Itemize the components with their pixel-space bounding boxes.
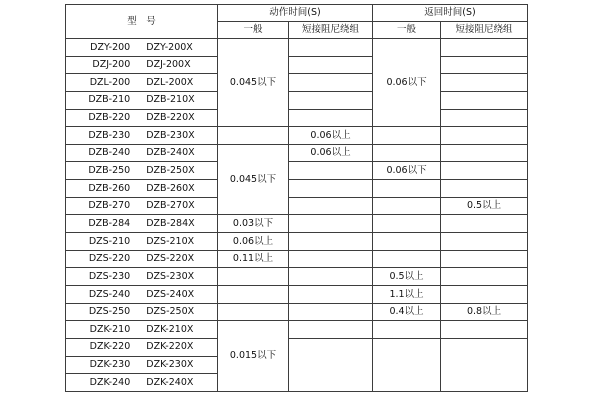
model-number: DZL-200 — [89, 76, 131, 88]
model-number: DZJ-200 — [92, 59, 131, 71]
ret-short-cell — [441, 162, 528, 180]
model-cell — [66, 338, 218, 356]
ret-gen-cell — [373, 127, 441, 145]
model-number-x: DZK-230X — [146, 359, 194, 371]
table-row — [66, 250, 528, 268]
model-number-x: DZK-240X — [146, 376, 194, 388]
act-short-cell — [289, 303, 373, 321]
act-short-cell — [289, 250, 373, 268]
model-number: DZB-270 — [88, 200, 131, 212]
act-short-cell — [289, 39, 373, 57]
model-number: DZB-250 — [88, 165, 131, 177]
ret-gen-cell: 0.06以下 — [373, 162, 441, 180]
act-short-cell — [289, 215, 373, 233]
table-row — [66, 268, 528, 286]
model-number: DZS-230 — [88, 270, 131, 282]
table-row — [66, 338, 528, 356]
ret-gen-cell — [373, 250, 441, 268]
act-short-cell — [289, 321, 373, 339]
ret-short-cell — [441, 144, 528, 162]
model-cell — [66, 250, 218, 268]
model-number-x: DZS-250X — [146, 306, 195, 318]
model-number: DZS-220 — [88, 253, 131, 265]
ret-gen-cell: 0.5以上 — [373, 268, 441, 286]
action-time-header: 动作时间(S) — [218, 5, 373, 22]
act-gen-cell: 0.06以上 — [218, 233, 289, 251]
ret-gen-cell: 0.4以上 — [373, 303, 441, 321]
spec-table — [65, 4, 528, 392]
model-number: DZB-230 — [88, 129, 131, 141]
ret-gen-cell: 1.1以上 — [373, 285, 441, 303]
table-header — [66, 5, 528, 39]
model-cell — [66, 127, 218, 145]
return-general-header: 一般 — [373, 22, 441, 39]
ret-short-cell — [441, 180, 528, 198]
ret-gen-cell — [373, 197, 441, 215]
ret-gen-cell — [373, 144, 441, 162]
model-number-x: DZB-260X — [146, 182, 195, 194]
model-cell — [66, 91, 218, 109]
ret-gen-cell — [373, 338, 441, 391]
ret-short-cell — [441, 321, 528, 339]
act-short-cell — [289, 162, 373, 180]
act-short-cell — [289, 180, 373, 198]
model-number-x: DZK-210X — [146, 323, 194, 335]
model-number-x: DZB-284X — [146, 217, 195, 229]
act-gen-cell: 0.11以上 — [218, 250, 289, 268]
act-short-cell — [289, 197, 373, 215]
table-row — [66, 197, 528, 215]
table-row — [66, 144, 528, 162]
model-number: DZK-210 — [89, 323, 131, 335]
act-short-cell — [289, 233, 373, 251]
model-number-x: DZJ-200X — [146, 59, 191, 71]
model-cell — [66, 144, 218, 162]
ret-short-cell — [441, 215, 528, 233]
table-body — [66, 39, 528, 392]
model-number-x: DZB-230X — [146, 129, 195, 141]
ret-short-cell: 0.8以上 — [441, 303, 528, 321]
ret-short-cell — [441, 109, 528, 127]
act-short-cell — [289, 91, 373, 109]
model-number: DZB-284 — [88, 217, 131, 229]
table-row — [66, 109, 528, 127]
model-number: DZK-230 — [89, 359, 131, 371]
model-number-x: DZS-240X — [146, 288, 195, 300]
model-number-x: DZB-240X — [146, 147, 195, 159]
act-short-cell — [289, 268, 373, 286]
action-damping-header: 短接阻尼绕组 — [289, 22, 373, 39]
model-number: DZB-210 — [88, 94, 131, 106]
ret-short-cell — [441, 91, 528, 109]
table-row — [66, 162, 528, 180]
act-gen-cell: 0.03以下 — [218, 215, 289, 233]
model-cell — [66, 374, 218, 392]
model-cell — [66, 109, 218, 127]
model-number: DZK-240 — [89, 376, 131, 388]
act-short-cell — [289, 338, 373, 391]
model-number: DZS-250 — [88, 306, 131, 318]
model-number: DZK-220 — [89, 341, 131, 353]
table-row — [66, 74, 528, 92]
model-number-x: DZS-210X — [146, 235, 195, 247]
ret-short-cell — [441, 233, 528, 251]
table-row — [66, 285, 528, 303]
table-row — [66, 127, 528, 145]
act-short-cell — [289, 285, 373, 303]
act-short-cell: 0.06以上 — [289, 127, 373, 145]
model-number: DZB-260 — [88, 182, 131, 194]
model-number-x: DZS-230X — [146, 270, 195, 282]
act-short-cell — [289, 56, 373, 74]
ret-gen-cell — [373, 180, 441, 198]
model-cell — [66, 197, 218, 215]
act-gen-cell: 0.015以下 — [218, 321, 289, 392]
table-row — [66, 321, 528, 339]
model-number-x: DZK-220X — [146, 341, 194, 353]
ret-short-cell — [441, 39, 528, 57]
model-cell — [66, 233, 218, 251]
model-cell — [66, 321, 218, 339]
act-gen-cell — [218, 127, 289, 145]
model-number-x: DZL-200X — [146, 76, 194, 88]
table-row — [66, 233, 528, 251]
model-cell — [66, 303, 218, 321]
act-short-cell — [289, 109, 373, 127]
model-number: DZS-240 — [88, 288, 131, 300]
model-cell — [66, 56, 218, 74]
model-cell — [66, 39, 218, 57]
act-gen-cell: 0.045以下 — [218, 39, 289, 127]
ret-gen-cell — [373, 321, 441, 339]
header-row-1 — [66, 5, 528, 22]
model-number-x: DZB-220X — [146, 112, 195, 124]
model-cell — [66, 356, 218, 374]
ret-gen-cell — [373, 233, 441, 251]
ret-short-cell — [441, 268, 528, 286]
return-damping-header: 短接阻尼绕组 — [441, 22, 528, 39]
model-cell — [66, 162, 218, 180]
act-gen-cell — [218, 268, 289, 286]
model-number-x: DZB-270X — [146, 200, 195, 212]
model-header: 型 号 — [66, 5, 218, 39]
model-cell — [66, 285, 218, 303]
model-number-x: DZB-210X — [146, 94, 195, 106]
action-general-header: 一般 — [218, 22, 289, 39]
return-time-header: 返回时间(S) — [373, 5, 528, 22]
model-cell — [66, 74, 218, 92]
model-number-x: DZB-250X — [146, 165, 195, 177]
ret-short-cell: 0.5以上 — [441, 197, 528, 215]
ret-gen-cell — [373, 215, 441, 233]
ret-gen-cell: 0.06以下 — [373, 39, 441, 127]
act-gen-cell: 0.045以下 — [218, 144, 289, 215]
model-number-x: DZY-200X — [146, 41, 193, 53]
table-row — [66, 91, 528, 109]
model-number: DZB-220 — [88, 112, 131, 124]
model-number: DZS-210 — [88, 235, 131, 247]
act-short-cell: 0.06以上 — [289, 144, 373, 162]
table-row — [66, 56, 528, 74]
model-number-x: DZS-220X — [146, 253, 195, 265]
model-cell — [66, 268, 218, 286]
model-cell — [66, 215, 218, 233]
model-cell — [66, 180, 218, 198]
ret-short-cell — [441, 74, 528, 92]
ret-short-cell — [441, 56, 528, 74]
table-row — [66, 215, 528, 233]
ret-short-cell — [441, 285, 528, 303]
table-row — [66, 180, 528, 198]
ret-short-cell — [441, 338, 528, 391]
model-number: DZY-200 — [90, 41, 131, 53]
act-gen-cell — [218, 285, 289, 303]
act-short-cell — [289, 74, 373, 92]
table-row — [66, 39, 528, 57]
table-row — [66, 303, 528, 321]
ret-short-cell — [441, 127, 528, 145]
ret-short-cell — [441, 250, 528, 268]
act-gen-cell — [218, 303, 289, 321]
model-number: DZB-240 — [88, 147, 131, 159]
